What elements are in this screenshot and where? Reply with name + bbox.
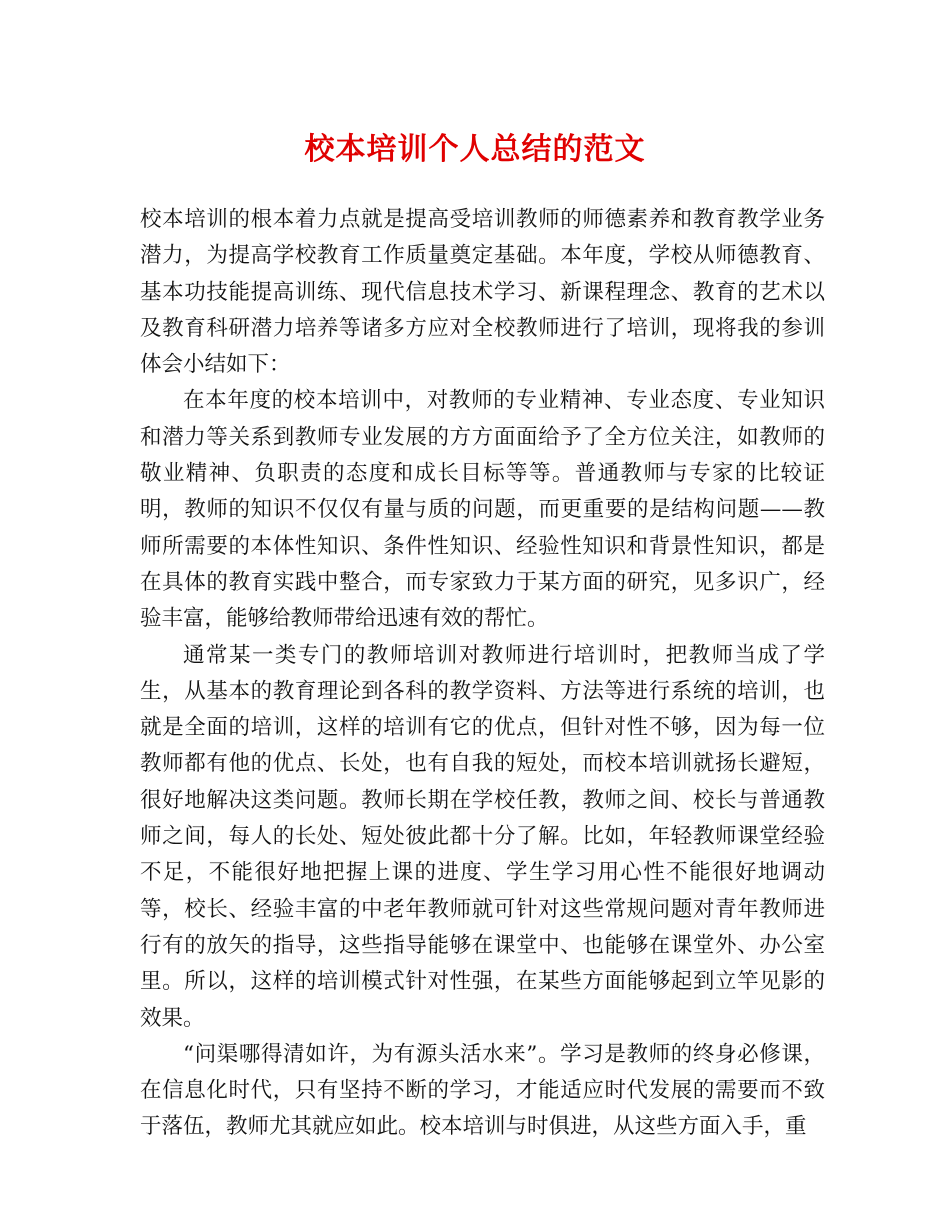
- paragraph-targeted-training: 通常某一类专门的教师培训对教师进行培训时，把教师当成了学生，从基本的教育理论到各科的教学资料、方法等进行系统的培训，也就是全面的培训，这样的培训有它的优点，但针对性不够，因为每一位教师都有他的优点、长处，也有自我的短处，而校本培训就扬长避短，很好地解决这类问题。教师长期在学校任教，教师之间、校长与普通教师之间，每人的长处、短处彼此都十分了解。比如，年轻教师课堂经验不足，不能很好地把握上课的进度、学生学习用心性不能很好地调动等，校长、经验丰富的中老年教师就可针对这些常规问题对青年教师进行有的放矢的指导，这些指导能够在课堂中、也能够在课堂外、办公室里。所以，这样的培训模式针对性强，在某些方面能够起到立竿见影的效果。: [140, 642, 825, 1031]
- document-title: 校本培训个人总结的范文: [304, 132, 646, 167]
- paragraph-lifelong-learning: “问渠哪得清如许，为有源头活水来”。学习是教师的终身必修课，在信息化时代，只有坚持不断的学习，才能适应时代发展的需要而不致于落伍，教师尤其就应如此。校本培训与时俱进，从这些方面入手，重: [140, 1041, 825, 1140]
- document-body: [140, 202, 825, 1146]
- paragraph-intro: 校本培训的根本着力点就是提高受培训教师的师德素养和教育教学业务潜力，为提高学校教育工作质量奠定基础。本年度，学校从师德教育、基本功技能提高训练、现代信息技术学习、新课程理念、教育的艺术以及教育科研潜力培养等诸多方应对全校教师进行了培训，现将我的参训体会小结如下：: [140, 207, 825, 378]
- paragraph-professional-development: 在本年度的校本培训中，对教师的专业精神、专业态度、专业知识和潜力等关系到教师专业发展的方方面面给予了全方位关注，如教师的敬业精神、负职责的态度和成长目标等等。普通教师与专家的比较证明，教师的知识不仅仅有量与质的问题，而更重要的是结构问题——教师所需要的本体性知识、条件性知识、经验性知识和背景性知识，都是在具体的教育实践中整合，而专家致力于某方面的研究，见多识广，经验丰富，能够给教师带给迅速有效的帮忙。: [140, 388, 825, 632]
